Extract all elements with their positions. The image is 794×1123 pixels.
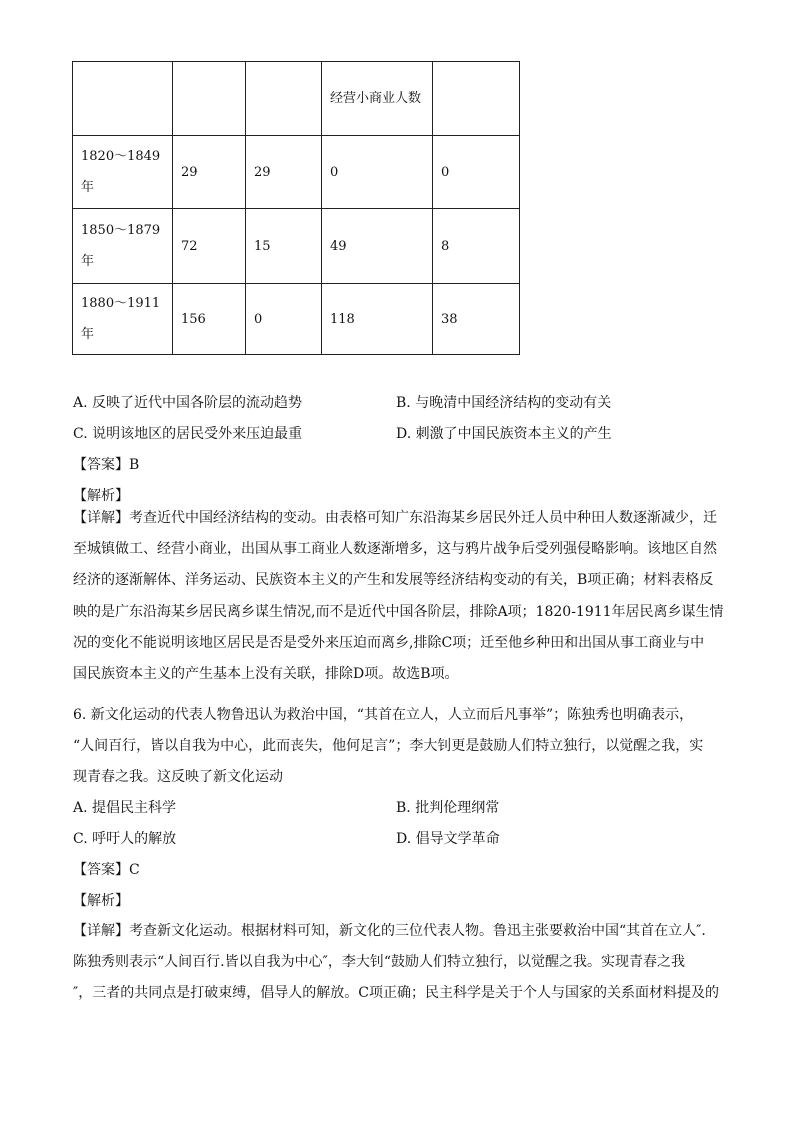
q6-stem-line: “人间百行，皆以自我为中心，此而丧失，他何足言”；李大钊更是鼓励人们特立独行，以觉醒之我，实 [73, 738, 704, 755]
q5-analysis-title: 【解析】 [73, 488, 129, 504]
table-cell: 0 [433, 136, 520, 209]
q6-option-a: A. 提倡民主科学 [73, 800, 177, 816]
table-cell [73, 62, 173, 136]
q5-answer: 【答案】B [73, 457, 140, 473]
q5-detail-line: 经济的逐渐解体、洋务运动、民族资本主义的产生和发展等经济结构变动的有关，B项正确；材料表格反 [73, 572, 714, 589]
q6-answer: 【答案】C [73, 862, 140, 878]
q5-detail-line: 【详解】考查近代中国经济结构的变动。由表格可知广东沿海某乡居民外迁人员中种田人数逐渐减少，迁 [73, 510, 717, 526]
table-cell: 29 [173, 136, 246, 209]
q5-detail-line: 映的是广东沿海某乡居民离乡谋生情况,而不是近代中国各阶层，排除A项；1820-1911年居民离乡谋生情 [73, 603, 724, 620]
table-cell: 156 [173, 284, 246, 355]
table-cell: 0 [322, 136, 433, 209]
table-cell: 72 [173, 209, 246, 284]
q5-detail-line: 况的变化不能说明该地区居民是否是受外来压迫而离乡,排除C项；迁至他乡种田和出国从事工商业与中 [73, 634, 705, 651]
table-cell [433, 62, 520, 136]
q6-option-c: C. 呼吁人的解放 [73, 831, 177, 847]
table-row [73, 209, 520, 284]
q5-detail-line: 至城镇做工、经营小商业，出国从事工商业人数逐渐增多，这与鸦片战争后受列强侵略影响。该地区自然 [73, 541, 717, 558]
table-cell [173, 62, 246, 136]
table-cell: 经营小商业人数 [322, 62, 433, 136]
table-cell [246, 62, 322, 136]
table-cell: 0 [246, 284, 322, 355]
q5-option-d: D. 刺激了中国民族资本主义的产生 [396, 426, 612, 442]
emigration-table [72, 61, 520, 355]
table-cell: 15 [246, 209, 322, 284]
q6-detail-line: ″，三者的共同点是打破束缚，倡导人的解放。C项正确；民主科学是关于个人与国家的关系面材料提及的 [73, 985, 719, 1002]
q6-stem [73, 700, 723, 794]
q5-option-c: C. 说明该地区的居民受外来压迫最重 [73, 426, 303, 442]
table-cell: 8 [433, 209, 520, 284]
table-cell-period: 1820～1849年 [73, 136, 173, 209]
q6-detail-line: 【详解】考查新文化运动。根据材料可知，新文化的三位代表人物。鲁迅主张要救治中国“其首在立人″. [73, 923, 706, 939]
table-cell: 49 [322, 209, 433, 284]
q5-detail [73, 503, 723, 690]
table-cell: 29 [246, 136, 322, 209]
q6-detail-line: 陈独秀则表示“人间百行.皆以自我为中心″，李大钊“鼓励人们特立独行，以觉醒之我。实现青春之我 [73, 954, 685, 971]
table-row [73, 284, 520, 355]
table-cell: 38 [433, 284, 520, 355]
q6-option-d: D. 倡导文学革命 [396, 831, 500, 847]
q6-analysis-title: 【解析】 [73, 893, 129, 909]
q6-stem-line: 现青春之我。这反映了新文化运动 [73, 769, 283, 786]
q5-option-a: A. 反映了近代中国各阶层的流动趋势 [73, 395, 303, 411]
q5-option-b: B. 与晚清中国经济结构的变动有关 [396, 395, 612, 411]
table-cell-period: 1850～1879年 [73, 209, 173, 284]
table-cell-period: 1880～1911年 [73, 284, 173, 355]
q6-stem-line: 6. 新文化运动的代表人物鲁迅认为救治中国，“其首在立人，人立而后凡事举”；陈独秀也明确表示， [73, 707, 694, 723]
q6-option-b: B. 批判伦理纲常 [396, 800, 500, 816]
q5-detail-line: 国民族资本主义的产生基本上没有关联，排除D项。故选B项。 [73, 666, 459, 683]
q6-detail [73, 916, 723, 1010]
table-row [73, 136, 520, 209]
table-cell: 118 [322, 284, 433, 355]
table-header-row [73, 62, 520, 136]
